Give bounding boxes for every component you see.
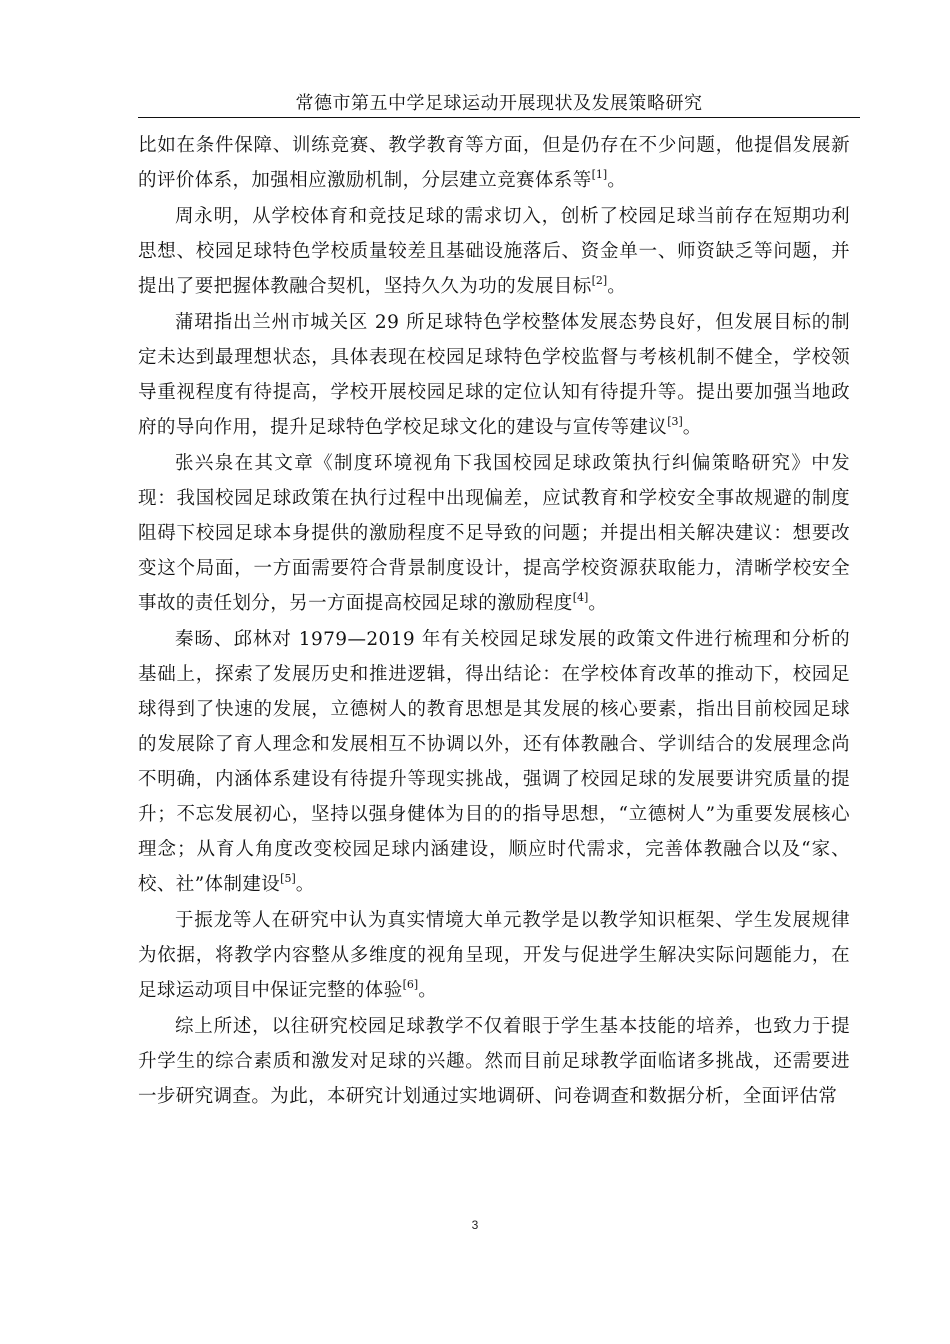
body-text <box>138 128 850 1115</box>
paragraph-end: 。 <box>682 417 702 438</box>
paragraph-text: 蒲珺指出兰州市城关区 29 所足球特色学校整体发展态势良好，但发展目标的制定未达到最理想状态，具体表现在校园足球特色学校监督与考核机制不健全，学校领导重视程度有待提高，学校开展校园足球的定位认知有待提升等。提出要加强当地政府的导向作用，提升足球特色学校足球文化的建设与宣传等建议 <box>138 312 850 438</box>
citation-2: [2] <box>591 274 608 287</box>
paragraph-text: 秦旸、邱林对 1979—2019 年有关校园足球发展的政策文件进行梳理和分析的基础上，探索了发展历史和推进逻辑，得出结论：在学校体育改革的推动下，校园足球得到了快速的发展，立德树人的教育思想是其发展的核心要素，指出目前校园足球的发展除了育人理念和发展相互不协调以外，还有体教融合、学训结合的发展理念尚不明确，内涵体系建设有待提升等现实挑战，强调了校园足球的发展要讲究质量的提升；不忘发展初心，坚持以强身健体为目的的指导思想，“立德树人”为重要发展核心理念；从育人角度改变校园足球内涵建设，顺应时代需求，完善体教融合以及“家、校、社”体制建设 <box>138 629 850 895</box>
paragraph-2 <box>138 199 850 304</box>
citation-5: [5] <box>280 872 296 885</box>
page-number: 3 <box>471 1218 479 1232</box>
paragraph-end: 。 <box>418 980 438 1001</box>
citation-6: [6] <box>402 978 419 991</box>
citation-4: [4] <box>572 591 589 604</box>
citation-3: [3] <box>667 415 683 428</box>
paragraph-end: 。 <box>295 874 315 895</box>
paragraph-text: 张兴泉在其文章《制度环境视角下我国校园足球政策执行纠偏策略研究》中发现：我国校园足球政策在执行过程中出现偏差，应试教育和学校安全事故规避的制度阻碍下校园足球本身提供的激励程度不足导致的问题；并提出相关解决建议：想要改变这个局面，一方面需要符合背景制度设计，提高学校资源获取能力，清晰学校安全事故的责任划分，另一方面提高校园足球的激励程度 <box>138 453 850 614</box>
paragraph-1 <box>138 128 850 198</box>
paragraph-4 <box>138 446 850 621</box>
paragraph-5 <box>138 622 850 902</box>
paragraph-text: 周永明，从学校体育和竞技足球的需求切入，创析了校园足球当前存在短期功利思想、校园足球特色学校质量较差且基础设施落后、资金单一、师资缺乏等问题，并提出了要把握体教融合契机，坚持久久为功的发展目标 <box>138 206 850 297</box>
header-divider <box>138 117 860 118</box>
paragraph-text: 综上所述，以往研究校园足球教学不仅着眼于学生基本技能的培养，也致力于提升学生的综合素质和激发对足球的兴趣。然而目前足球教学面临诸多挑战，还需要进一步研究调查。为此，本研究计划通过实地调研、问卷调查和数据分析，全面评估常 <box>138 1016 850 1107</box>
paragraph-text: 比如在条件保障、训练竞赛、教学教育等方面，但是仍存在不少问题，他提倡发展新的评价体系，加强相应激励机制，分层建立竞赛体系等 <box>138 135 850 191</box>
running-header-title: 常德市第五中学足球运动开展现状及发展策略研究 <box>295 93 703 114</box>
paragraph-end: 。 <box>607 276 627 297</box>
citation-1: [1] <box>591 168 608 181</box>
paragraph-end: 。 <box>607 170 627 191</box>
paragraph-3 <box>138 305 850 445</box>
paragraph-7 <box>138 1009 850 1114</box>
paragraph-6 <box>138 903 850 1008</box>
paragraph-text: 于振龙等人在研究中认为真实情境大单元教学是以教学知识框架、学生发展规律为依据，将教学内容整从多维度的视角呈现，开发与促进学生解决实际问题能力，在足球运动项目中保证完整的体验 <box>138 910 850 1001</box>
paragraph-end: 。 <box>588 593 608 614</box>
